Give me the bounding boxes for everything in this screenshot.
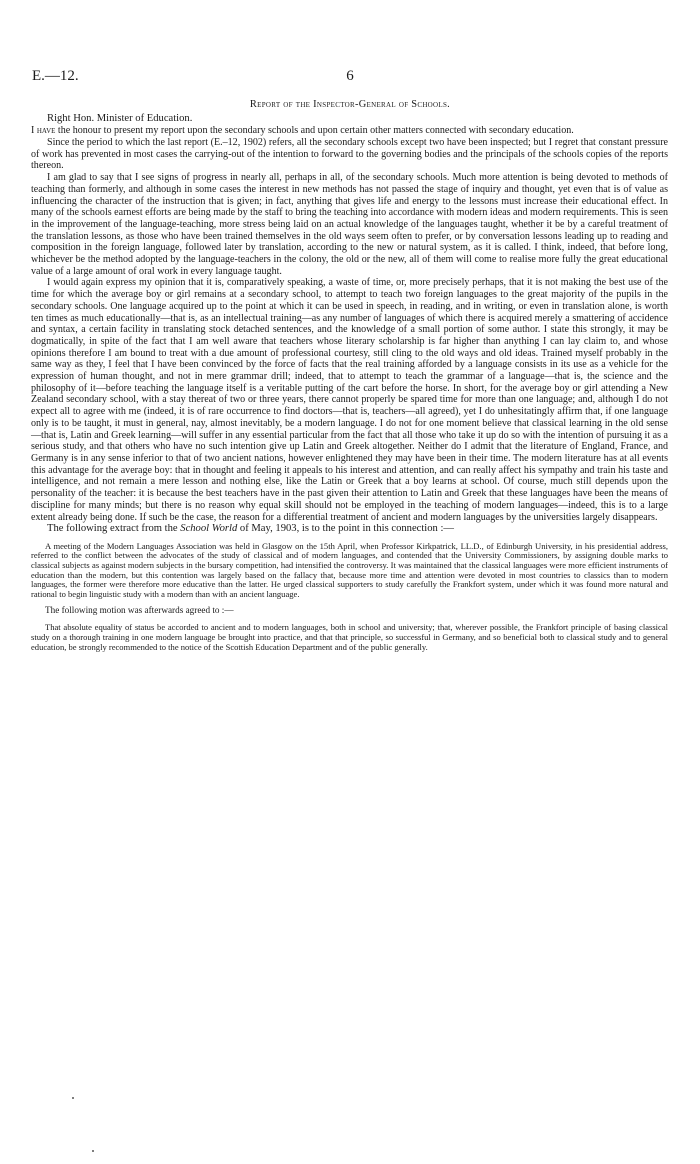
opening-paragraph [31,125,668,137]
paragraph-inspection: Since the period to which the last report (E.–12, 1902) refers, all the secondary schools except two have been inspected; but I regret that constant pressure of work has prevented in most cases the carrying-out of the intention to forward to the governing bodies and the principals of the schools copies of the reports thereon. [31,137,668,172]
paragraph-languages: I would again express my opinion that it is, comparatively speaking, a waste of time, or, more precisely perhaps, that it is not making the best use of the time for which the average boy or girl remains at a secondary school, to attempt to teach two foreign languages to the great majority of the pupils in the secondary schools. One language acquired up to the point at which it can be used in speech, in reading, and in writing, or even in translation alone, is worth ten times as much educationally—that is, as an intellectual training—as any number of languages of which there is acquired merely a smattering of accidence and syntax, a certain facility in translating stock detached sentences, and the knowledge of a small portion of some author. I state this strongly, it may be dogmatically, in spite of the fact that I am well aware that teachers whose literary scholarship is far higher than anything I can lay claim to, and whose opinions therefore I am bound to treat with a due amount of professional courtesy, still cling to the old ways and old ideas. Trained myself probably in the same way as they, I feel that I have been convinced by the force of facts that the real training afforded by a language consists in its use as a vehicle for the expression of human thought, and not in mere grammar drill; indeed, that to attempt to teach the grammar of a language—that is, the science and the philosophy of it—before teaching the language itself is a veritable putting of the cart before the horse. In short, for the average boy or girl attending a New Zealand secondary school, with a stay thereat of two or three years, there cannot properly be spared time for more than one language; and, although I do not expect all to agree with me (indeed, it is of rare occurrence to find doctors—that is, teachers—all agreed), yet I do unhesitatingly affirm that, if one language only is to be taught, it must in general, nay, almost inevitably, be a modern language. I do not for one moment believe that classical learning in the old sense—that is, Latin and Greek learning—will suffer in any essential particular from the fact that all those who take it up do so with the intention of pursuing it as a serious study, and that others who have no such intention give up Latin and Greek altogether. Neither do I admit that the literature of England, France, and Germany is in any sense inferior to that of two ancient nations, however enlightened they may have been in their time. The modern literature has at all events this advantage for the average boy: that in thought and feeling it appeals to his interest and attention, and can really affect his sympathy and train his taste and intelligence, and not remain a mere lesson and nothing else, like the Latin or Greek that a boy learns at school. Of course, much still depends upon the personality of the teacher: it is because the best teachers have in the past given their attention to Latin and Greek that these languages have been the means of discipline for many minds; but there is no reason why equal skill should not be employed in the teaching of modern languages—indeed, this is to a large extent already being done. If such be the case, the reason for a differential treatment of ancient and modern languages by the universities largely disappears. [31,277,668,523]
page-header [32,68,668,88]
quoted-extract [31,542,668,653]
page-number: 6 [346,68,354,84]
scan-speck [92,1150,94,1152]
paragraph-progress: I am glad to say that I see signs of progress in nearly all, perhaps in all, of the secondary schools. Much more attention is being devoted to methods of teaching than formerly, and although in some cases the interest in new methods has not passed the stage of inquiry and thought, yet even that is of value as influencing the character of the instruction that is given; in fact, anything that gives life and energy to the lessons must increase their educational effect. In many of the schools earnest efforts are being made by the staff to bring the teaching into accordance with modern ideas and modern requirements. This is seen in the improvement of the language-teaching, more stress being laid on an actual knowledge of the languages taught, whether it be by a careful treatment of the translation lessons, as those who have been trained themselves in the old ways seem often to prefer, or by conversation lessons leading up to reading and composition in the foreign language, followed later by translation, according to the new or natural system, as it is called. I think, indeed, that before long, whichever be the method adopted by the language-teachers in the colony, the old or the new, all of them will come to realise more fully the great educational value of a large amount of oral work in every language taught. [31,172,668,277]
motion-intro: The following motion was afterwards agreed to :— [45,604,234,615]
salutation: Right Hon. Minister of Education. [47,113,193,124]
extract-intro [31,523,668,535]
extract-intro-text: The following extract from the [47,523,181,535]
quote-paragraph: A meeting of the Modern Languages Association was held in Glasgow on the 15th April, when Professor Kirkpatrick, LL.D., of Edinburgh University, in his presidential address, referred to the conflict between the advocates of the study of classical and of modern languages, and contended that the University Commissioners, by assigning double marks to classical subjects as against modern subjects in the bursary competition, had intensified the controversy. It was maintained that the classical languages were more efficient instruments of education than the modern, but this contention was largely based on the fallacy that, because more time and attention were devoted in most countries to classics than to modern languages, the former were therefore more educative than the latter. He urged classical supporters to study carefully the Frankfort system, under which it was found more natural and rational to begin linguistic study with a modern than with an ancient language. [31,540,668,600]
scan-speck [72,1097,74,1099]
report-title: Report of the Inspector-General of Schools. [249,99,451,110]
motion-text: That absolute equality of status be accorded to ancient and to modern languages, both in school and university; that, wherever possible, the Frankfort principle of basing classical study on a thorough training in one modern language be brought into practice, and that that principle, so successful in Germany, and so beneficial both to classical study and to general education, be strongly recommended to the notice of the Scottish Education Department and of the public generally. [31,622,668,652]
opening-text: the honour to present my report upon the secondary schools and upon certain other matters connected with secondary education. [55,125,574,137]
extract-intro-text-end: of May, 1903, is to the point in this connection :— [237,523,455,535]
report-body [31,113,668,653]
document-reference: E.—12. [32,68,79,84]
extract-source: School World [180,523,238,535]
opening-smallcaps: I have [31,125,56,137]
